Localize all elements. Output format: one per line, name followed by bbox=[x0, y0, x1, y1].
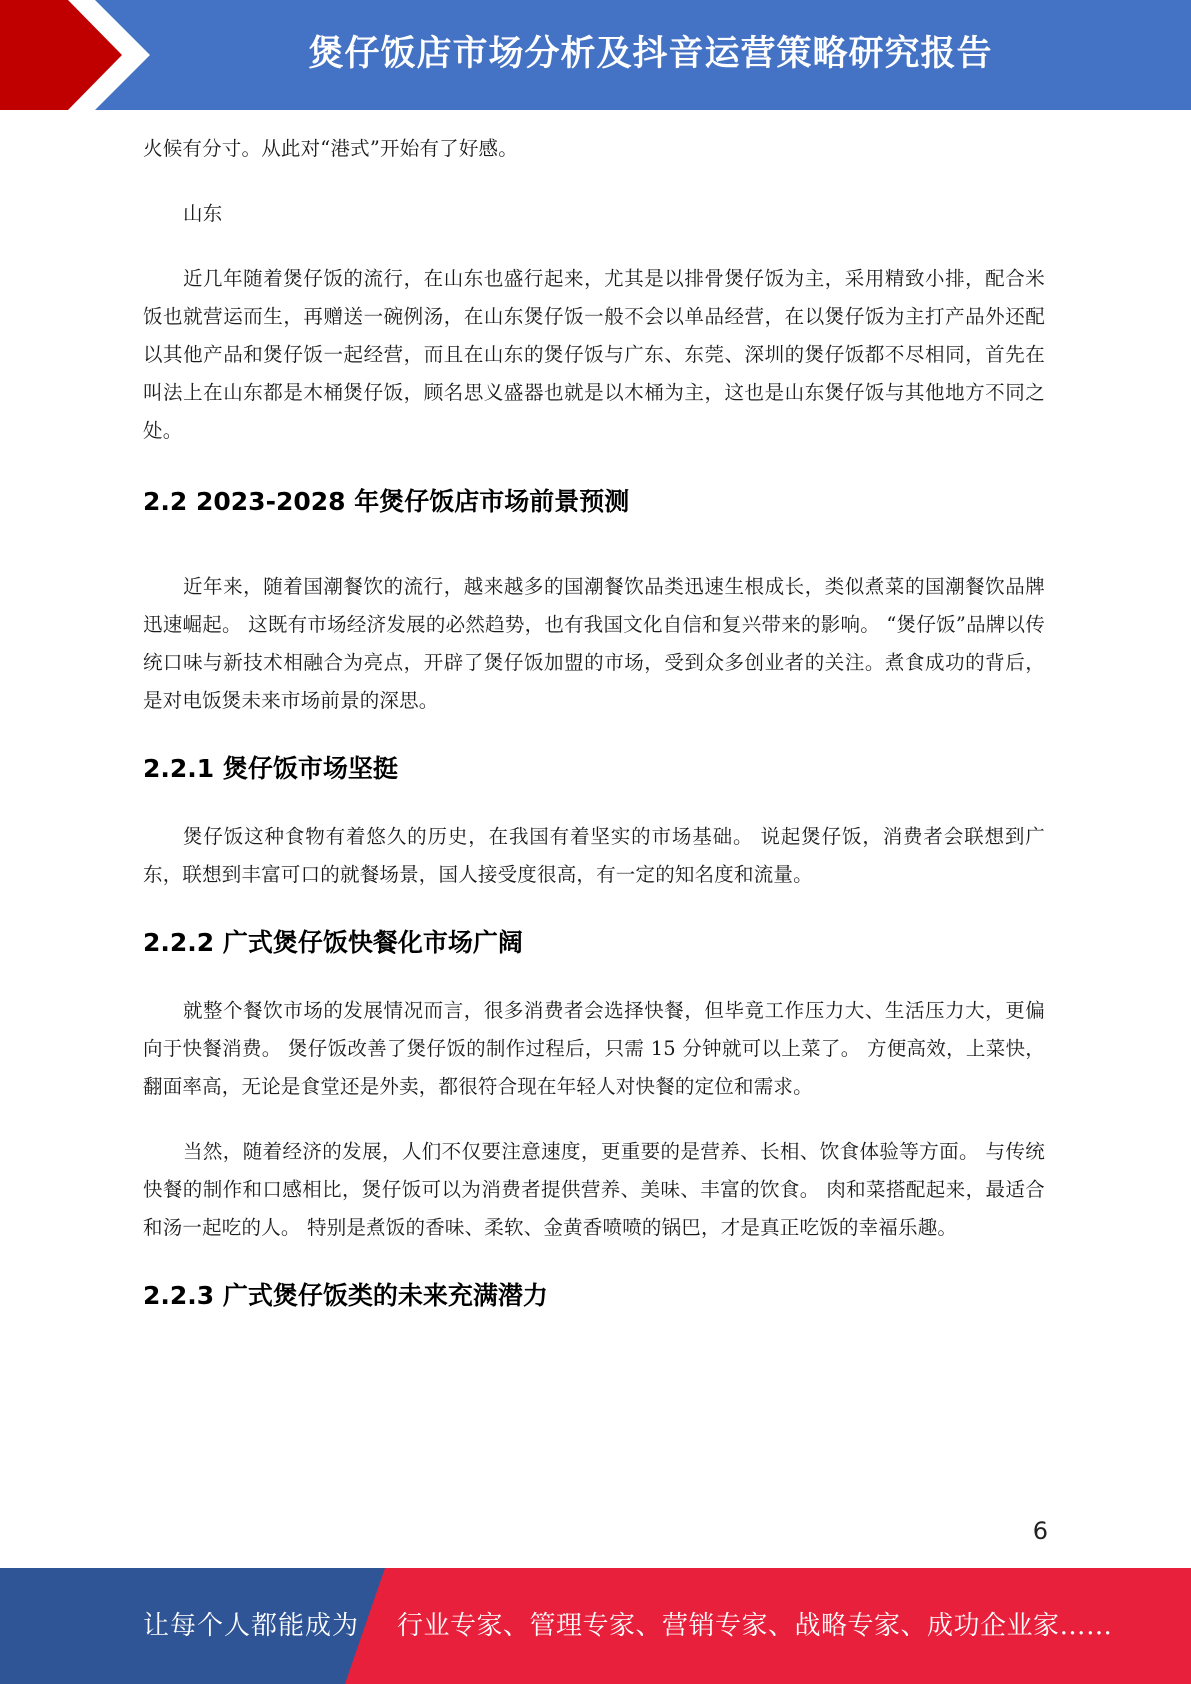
report-title: 煲仔饭店市场分析及抖音运营策略研究报告 bbox=[308, 34, 993, 74]
page-header bbox=[0, 0, 1191, 110]
page-number: 6 bbox=[1032, 1517, 1048, 1545]
paragraph-fast-food: 就整个餐饮市场的发展情况而言，很多消费者会选择快餐，但毕竟工作压力大、生活压力大，更偏向于快餐消费。 煲仔饭改善了煲仔饭的制作过程后，只需 15 分钟就可以上菜了。 方便高效，上菜快，翻面率高，无论是食堂还是外卖，都很符合现在年轻人对快餐的定位和需求。 bbox=[143, 999, 1045, 1098]
page-footer bbox=[0, 1568, 1191, 1684]
section-heading-2-2: 2.2 2023-2028 年煲仔饭店市场前景预测 bbox=[143, 487, 630, 516]
paragraph-region-label: 山东 bbox=[183, 202, 223, 225]
section-heading-2-2-1: 2.2.1 煲仔饭市场坚挺 bbox=[143, 754, 398, 783]
section-heading-2-2-3: 2.2.3 广式煲仔饭类的未来充满潜力 bbox=[143, 1281, 548, 1310]
section-heading-2-2-2: 2.2.2 广式煲仔饭快餐化市场广阔 bbox=[143, 928, 523, 957]
paragraph-market-solid: 煲仔饭这种食物有着悠久的历史，在我国有着坚实的市场基础。 说起煲仔饭，消费者会联想到广东，联想到丰富可口的就餐场景，国人接受度很高，有一定的知名度和流量。 bbox=[143, 825, 1045, 886]
footer-slogan-right: 行业专家、管理专家、营销专家、战略专家、成功企业家…… bbox=[397, 1611, 1113, 1641]
paragraph-continuation: 火候有分寸。从此对“港式”开始有了好感。 bbox=[143, 137, 518, 160]
header-arrow-decoration bbox=[0, 0, 160, 110]
paragraph-shandong: 近几年随着煲仔饭的流行，在山东也盛行起来，尤其是以排骨煲仔饭为主，采用精致小排，配合米饭也就营运而生，再赠送一碗例汤，在山东煲仔饭一般不会以单品经营，在以煲仔饭为主打产品外还配以其他产品和煲仔饭一起经营，而且在山东的煲仔饭与广东、东莞、深圳的煲仔饭都不尽相同，首先在叫法上在山东都是木桶煲仔饭，顾名思义盛器也就是以木桶为主，这也是山东煲仔饭与其他地方不同之处。 bbox=[143, 267, 1045, 442]
paragraph-market-outlook: 近年来，随着国潮餐饮的流行，越来越多的国潮餐饮品类迅速生根成长，类似煮菜的国潮餐饮品牌迅速崛起。 这既有市场经济发展的必然趋势，也有我国文化自信和复兴带来的影响。 “煲仔饭”品牌以传统口味与新技术相融合为亮点，开辟了煲仔饭加盟的市场，受到众多创业者的关注。煮食成功的背后，是对电饭煲未来市场前景的深思。 bbox=[143, 575, 1045, 712]
document-body bbox=[143, 130, 1045, 1314]
paragraph-nutrition: 当然，随着经济的发展，人们不仅要注意速度，更重要的是营养、长相、饮食体验等方面。 与传统快餐的制作和口感相比，煲仔饭可以为消费者提供营养、美味、丰富的饮食。 肉和菜搭配起来，最适合和汤一起吃的人。 特别是煮饭的香味、柔软、金黄香喷喷的锅巴，才是真正吃饭的幸福乐趣。 bbox=[143, 1140, 1045, 1239]
footer-slogan-left: 让每个人都能成为 bbox=[143, 1611, 360, 1641]
